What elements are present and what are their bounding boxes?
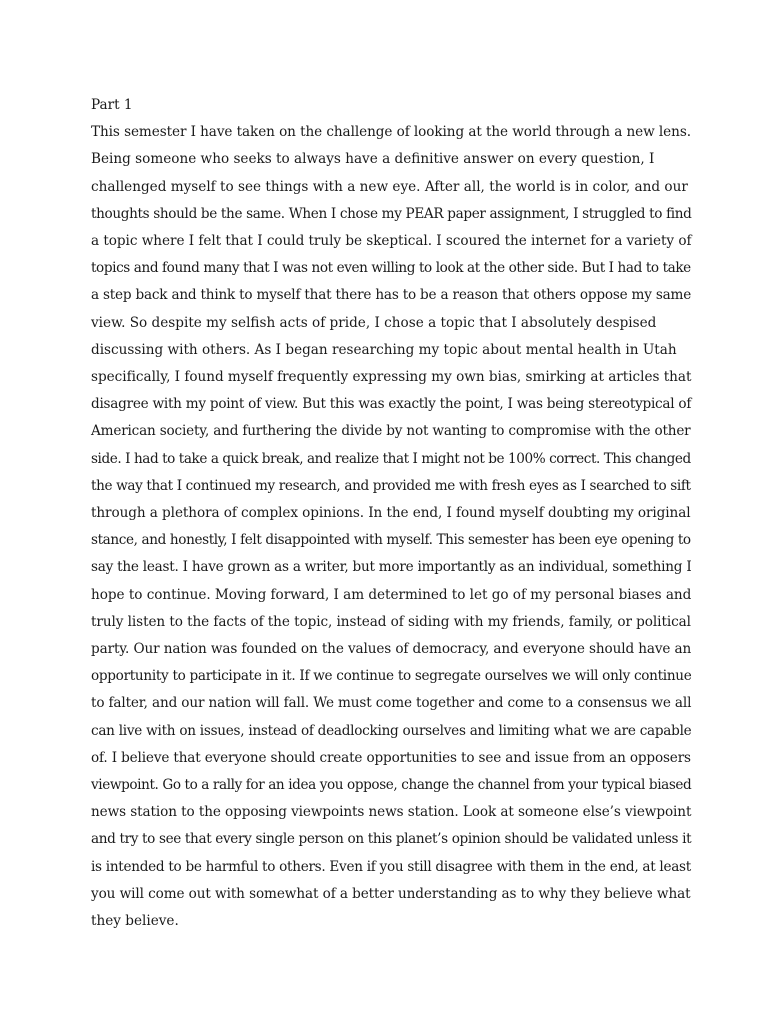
paragraph-line: specifically, I found myself frequently expressing my own bias, smirking at articles that: [91, 369, 692, 386]
paragraph-line: truly listen to the facts of the topic, instead of siding with my friends, family, or political: [91, 613, 691, 630]
paragraph-line: the way that I continued my research, and provided me with fresh eyes as I searched to sift: [91, 477, 691, 494]
paragraph-line: party. Our nation was founded on the values of democracy, and everyone should have an: [91, 641, 692, 658]
paragraph: [91, 119, 691, 935]
paragraph-line: through a plethora of complex opinions. In the end, I found myself doubting my original: [91, 505, 691, 522]
paragraph-line: discussing with others. As I began researching my topic about mental health in Utah: [91, 341, 677, 358]
paragraph-line: This semester I have taken on the challenge of looking at the world through a new lens.: [91, 124, 691, 141]
paragraph-line: can live with on issues, instead of deadlocking ourselves and limiting what we are capable: [91, 722, 692, 739]
paragraph-line: news station to the opposing viewpoints news station. Look at someone else’s viewpoint: [91, 804, 692, 821]
paragraph-line: a step back and think to myself that there has to be a reason that others oppose my same: [91, 287, 692, 304]
paragraph-line: they believe.: [91, 913, 179, 930]
paragraph-line: of. I believe that everyone should create opportunities to see and issue from an opposers: [91, 749, 691, 766]
paragraph-line: to falter, and our nation will fall. We must come together and come to a consensus we all: [91, 695, 692, 712]
paragraph-line: a topic where I felt that I could truly be skeptical. I scoured the internet for a variety of: [91, 233, 692, 250]
paragraph-line: topics and found many that I was not even willing to look at the other side. But I had to take: [91, 260, 691, 277]
paragraph-line: you will come out with somewhat of a better understanding as to why they believe what: [91, 885, 691, 902]
paragraph-line: stance, and honestly, I felt disappointed with myself. This semester has been eye opening to: [91, 532, 691, 549]
paragraph-line: challenged myself to see things with a new eye. After all, the world is in color, and our: [91, 178, 688, 195]
document-body: [91, 92, 691, 935]
paragraph-line: opportunity to participate in it. If we continue to segregate ourselves we will only continue: [91, 668, 692, 685]
paragraph-line: hope to continue. Moving forward, I am determined to let go of my personal biases and: [91, 586, 692, 603]
paragraph-line: side. I had to take a quick break, and realize that I might not be 100% correct. This changed: [91, 450, 691, 467]
paragraph-line: disagree with my point of view. But this was exactly the point, I was being stereotypical of: [91, 396, 692, 413]
paragraph-line: say the least. I have grown as a writer, but more importantly as an individual, something I: [91, 559, 692, 576]
paragraph-line: American society, and furthering the divide by not wanting to compromise with the other: [91, 423, 691, 440]
paragraph-line: view. So despite my selfish acts of pride, I chose a topic that I absolutely despised: [91, 314, 657, 331]
paragraph-line: is intended to be harmful to others. Even if you still disagree with them in the end, at least: [91, 858, 691, 875]
paragraph-line: viewpoint. Go to a rally for an idea you oppose, change the channel from your typical biased: [91, 777, 692, 794]
paragraph-line: thoughts should be the same. When I chose my PEAR paper assignment, I struggled to find: [91, 205, 692, 222]
paragraph-line: Being someone who seeks to always have a definitive answer on every question, I: [91, 151, 655, 168]
paragraph-line: and try to see that every single person on this planet’s opinion should be validated unless it: [91, 831, 692, 848]
section-heading: Part 1: [91, 97, 133, 113]
